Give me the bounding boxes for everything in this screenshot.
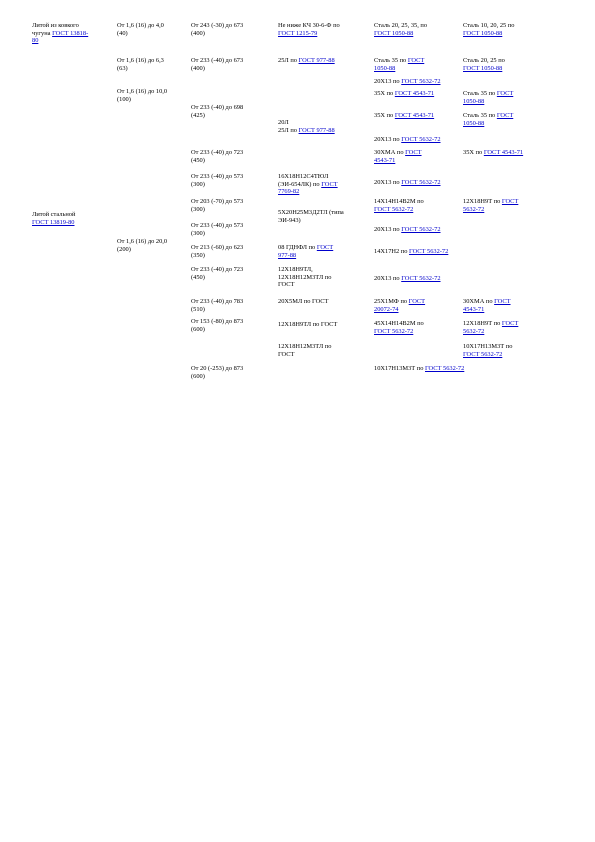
cell-text: (450) — [191, 273, 205, 281]
cell-text: ГОСТ — [278, 350, 295, 358]
gost-link[interactable]: ГОСТ — [408, 298, 426, 305]
cell-text: 12Х18Н9Т по — [463, 198, 502, 205]
table-cell — [191, 22, 243, 37]
cell-text: (300) — [191, 180, 205, 188]
cell-line — [374, 198, 424, 206]
gost-link[interactable]: ГОСТ 1050-88 — [463, 29, 503, 37]
cell-line — [374, 57, 424, 65]
cell-text: Не ниже КЧ 30-6-Ф по — [278, 22, 340, 29]
cell-text: От 233 (-40) до 698 — [191, 104, 244, 111]
table-cell — [278, 343, 331, 358]
gost-link[interactable]: ГОСТ — [496, 90, 514, 97]
gost-link[interactable]: ГОСТ 5632-72 — [401, 275, 441, 282]
gost-link[interactable]: 4543-71 — [463, 305, 485, 313]
table-cell — [374, 198, 424, 213]
cell-text: (350) — [191, 251, 205, 259]
gost-link[interactable]: ГОСТ — [501, 198, 519, 205]
gost-link[interactable]: ГОСТ 977-88 — [298, 57, 335, 64]
cell-line — [117, 246, 167, 254]
cell-text: От 233 (-40) до 783 — [191, 298, 244, 305]
cell-text: 35Х по — [463, 149, 484, 156]
table-cell — [374, 320, 424, 335]
cell-line — [117, 22, 164, 30]
cell-line — [374, 112, 434, 120]
cell-line — [463, 22, 514, 30]
cell-line — [278, 119, 335, 127]
cell-line — [117, 88, 167, 96]
cell-line — [374, 275, 441, 283]
gost-link[interactable]: ГОСТ 977-88 — [298, 126, 335, 134]
cell-line — [278, 321, 337, 329]
gost-link[interactable]: ГОСТ 5632-72 — [409, 248, 449, 255]
cell-line — [191, 365, 243, 373]
table-cell — [374, 248, 448, 256]
gost-link[interactable]: ГОСТ 5632-72 — [374, 327, 414, 335]
gost-link[interactable]: ГОСТ 5632-72 — [401, 78, 441, 85]
gost-link[interactable]: ГОСТ 5632-72 — [374, 205, 414, 213]
cell-line — [191, 206, 243, 214]
cell-line — [463, 306, 511, 314]
cell-text: От 153 (-80) до 873 — [191, 318, 244, 325]
cell-line — [117, 30, 164, 38]
gost-link[interactable]: ГОСТ 5632-72 — [401, 179, 441, 186]
cell-line — [278, 173, 338, 181]
cell-text: (600) — [191, 372, 205, 380]
table-cell — [463, 90, 513, 105]
cell-text: ГОСТ — [278, 281, 295, 289]
cell-text: (100) — [117, 95, 131, 103]
cell-text: 35Х по — [374, 112, 395, 119]
table-cell — [32, 22, 88, 45]
cell-line — [117, 96, 167, 104]
cell-line — [463, 206, 518, 214]
gost-link[interactable]: 1050-88 — [463, 119, 485, 127]
cell-text: 14Х17Н2 по — [374, 248, 410, 255]
cell-line — [374, 30, 427, 38]
cell-line — [278, 351, 331, 359]
gost-link[interactable]: ГОСТ 5632-72 — [463, 350, 503, 358]
cell-text: От 233 (-40) до 723 — [191, 149, 244, 156]
table-cell — [191, 298, 243, 313]
gost-link[interactable]: ГОСТ — [501, 320, 519, 327]
cell-line — [191, 104, 243, 112]
cell-line — [191, 198, 243, 206]
cell-line — [374, 90, 434, 98]
cell-text: (200) — [117, 245, 131, 253]
cell-line — [374, 179, 441, 187]
table-cell — [278, 266, 331, 289]
table-cell — [191, 266, 243, 281]
cell-line — [463, 351, 512, 359]
cell-text: От 243 (-30) до 673 — [191, 22, 244, 29]
gost-link[interactable]: ГОСТ 1050-88 — [374, 29, 414, 37]
cell-text: От 1,6 (16) до 6,3 — [117, 57, 164, 64]
cell-line — [463, 112, 513, 120]
gost-link[interactable]: 5632-72 — [463, 327, 485, 335]
cell-line — [278, 298, 328, 306]
table-cell — [374, 112, 434, 120]
cell-text: ЭИ-943) — [278, 216, 301, 224]
cell-text: От 233 (-40) до 723 — [191, 266, 244, 273]
gost-link[interactable]: ГОСТ 4543-71 — [483, 149, 524, 156]
cell-text: 25Х1МФ по — [374, 298, 409, 305]
cell-line — [191, 326, 243, 334]
cell-text: 5Х20Н25М3Д2ТЛ (типа — [278, 209, 344, 216]
cell-line — [278, 181, 338, 189]
cell-line — [117, 65, 164, 73]
cell-line — [191, 306, 243, 314]
cell-line — [32, 37, 88, 45]
cell-text: Сталь 35 по — [374, 57, 408, 64]
table-cell — [191, 318, 243, 333]
cell-line — [463, 98, 513, 106]
gost-link[interactable]: ГОСТ 5632-72 — [401, 226, 441, 233]
cell-text: От 233 (-40) до 573 — [191, 173, 244, 180]
table-cell — [374, 22, 427, 37]
gost-link[interactable]: ГОСТ 1215-79 — [278, 29, 318, 37]
table-cell — [117, 22, 164, 37]
cell-line — [191, 22, 243, 30]
cell-line — [463, 343, 512, 351]
cell-text: (425) — [191, 111, 205, 119]
cell-line — [278, 274, 331, 282]
gost-link[interactable]: 1050-88 — [374, 64, 396, 72]
cell-text: чугуна — [32, 29, 53, 37]
gost-link[interactable]: ГОСТ — [407, 57, 425, 64]
cell-line — [191, 181, 243, 189]
table-cell — [374, 78, 441, 86]
cell-text: От 233 (-40) до 573 — [191, 222, 244, 229]
cell-line — [191, 274, 243, 282]
cell-line — [191, 149, 243, 157]
cell-text: 45Х14Н14В2М по — [374, 320, 424, 327]
cell-text: От 1,6 (16) до 4,0 — [117, 22, 164, 29]
cell-text: (300) — [191, 205, 205, 213]
cell-text: От 1,6 (16) до 20,0 — [117, 238, 168, 245]
cell-text: 12Х18Н12М3ТЛ по — [278, 273, 332, 281]
cell-line — [32, 22, 88, 30]
cell-line — [278, 30, 340, 38]
cell-line — [374, 65, 424, 73]
cell-line — [278, 209, 344, 217]
gost-link[interactable]: ГОСТ 5632-72 — [401, 136, 441, 143]
cell-line — [463, 298, 511, 306]
cell-text: 30ХМА по — [463, 298, 495, 305]
table-cell — [374, 149, 422, 164]
gost-link[interactable]: ГОСТ — [321, 180, 338, 188]
cell-line — [278, 244, 333, 252]
cell-text: От 213 (-60) до 623 — [191, 244, 244, 251]
cell-line — [374, 149, 422, 157]
cell-line — [374, 328, 424, 336]
gost-link[interactable]: 1050-88 — [463, 97, 485, 105]
cell-text: 35Х по — [374, 90, 395, 97]
cell-text: 20Л — [278, 119, 289, 126]
cell-line — [463, 328, 518, 336]
cell-text: Сталь 20, 25, 35, по — [374, 22, 428, 29]
table-cell — [278, 321, 337, 329]
cell-text: Литой из ковкого — [32, 22, 79, 29]
cell-line — [191, 244, 243, 252]
cell-text: От 203 (-70) до 573 — [191, 198, 244, 205]
table-cell — [463, 22, 514, 37]
cell-line — [191, 157, 243, 165]
gost-link[interactable]: 7769-82 — [278, 188, 300, 196]
gost-link[interactable]: 80 — [32, 37, 39, 45]
cell-line — [191, 173, 243, 181]
cell-line — [463, 320, 518, 328]
cell-line — [278, 281, 331, 289]
cell-line — [463, 198, 518, 206]
cell-text: 10Х17Н13М3Т по — [463, 343, 513, 350]
cell-line — [191, 266, 243, 274]
gost-link[interactable]: 977-88 — [278, 251, 297, 259]
cell-line — [374, 248, 448, 256]
cell-text: (ЭИ-654ЛК) по — [278, 180, 322, 188]
cell-line — [278, 252, 333, 260]
table-cell — [374, 365, 464, 373]
cell-line — [374, 78, 441, 86]
table-cell — [191, 365, 243, 380]
gost-link[interactable]: ГОСТ 4543-71 — [394, 112, 435, 119]
gost-link[interactable]: ГОСТ 13819-80 — [32, 218, 75, 226]
cell-line — [278, 57, 335, 65]
cell-text: 25Л по — [278, 57, 299, 64]
table-cell — [463, 320, 518, 335]
cell-line — [463, 65, 505, 73]
table-cell — [278, 119, 335, 134]
table-cell — [463, 298, 511, 313]
table-cell — [278, 22, 340, 37]
cell-text: 12Х18Н9ТЛ, — [278, 266, 313, 273]
table-cell — [374, 136, 441, 144]
cell-line — [463, 57, 505, 65]
table-cell — [278, 244, 333, 259]
table-cell — [374, 226, 441, 234]
table-cell — [374, 275, 441, 283]
table-cell — [463, 149, 523, 157]
cell-text: От 20 (-253) до 873 — [191, 365, 244, 372]
table-cell — [463, 57, 505, 72]
table-cell — [117, 238, 167, 253]
cell-line — [32, 211, 75, 219]
cell-text: (510) — [191, 305, 205, 313]
cell-line — [191, 230, 243, 238]
cell-line — [278, 343, 331, 351]
table-cell — [278, 209, 344, 224]
cell-text: 25Л по — [278, 126, 299, 134]
cell-text: 12Х18Н9Т по — [463, 320, 502, 327]
cell-line — [278, 217, 344, 225]
table-cell — [374, 298, 425, 313]
table-cell — [32, 211, 75, 226]
cell-text: (40) — [117, 29, 128, 37]
table-cell — [191, 198, 243, 213]
gost-link[interactable]: 20072-74 — [374, 305, 399, 313]
cell-text: Сталь 35 по — [463, 112, 497, 119]
gost-link[interactable]: ГОСТ — [494, 298, 511, 305]
cell-line — [191, 65, 243, 73]
table-cell — [374, 57, 424, 72]
cell-line — [191, 298, 243, 306]
cell-text: 12Х18Н12М3ТЛ по — [278, 343, 332, 350]
gost-link[interactable]: ГОСТ 13818- — [52, 29, 89, 37]
cell-line — [117, 57, 164, 65]
gost-link[interactable]: ГОСТ 5632-72 — [425, 365, 465, 372]
table-cell — [463, 198, 518, 213]
cell-line — [278, 188, 338, 196]
cell-line — [374, 157, 422, 165]
table-cell — [191, 57, 243, 72]
cell-line — [374, 136, 441, 144]
gost-link[interactable]: ГОСТ 4543-71 — [394, 90, 435, 97]
cell-text: 08 ГДНФЛ по — [278, 244, 317, 251]
cell-text: 20Х5МЛ по ГОСТ — [278, 298, 329, 305]
gost-link[interactable]: ГОСТ — [405, 149, 422, 156]
table-cell — [278, 298, 328, 306]
cell-text: (450) — [191, 156, 205, 164]
table-cell — [191, 173, 243, 188]
cell-text: 20Х13 по — [374, 226, 402, 233]
table-cell — [117, 57, 164, 72]
cell-line — [191, 318, 243, 326]
gost-link[interactable]: 5632-72 — [463, 205, 485, 213]
cell-line — [191, 252, 243, 260]
cell-text: (300) — [191, 229, 205, 237]
cell-line — [463, 149, 523, 157]
cell-line — [278, 127, 335, 135]
cell-text: (63) — [117, 64, 128, 72]
cell-text: 20Х13 по — [374, 275, 402, 282]
table-cell — [117, 88, 167, 103]
cell-line — [117, 238, 167, 246]
cell-text: 20Х13 по — [374, 136, 402, 143]
cell-text: Сталь 20, 25 по — [463, 57, 505, 64]
cell-line — [374, 206, 424, 214]
cell-line — [374, 306, 425, 314]
cell-text: Сталь 10, 20, 25 по — [463, 22, 515, 29]
cell-line — [463, 30, 514, 38]
cell-line — [191, 112, 243, 120]
cell-line — [191, 373, 243, 381]
gost-link[interactable]: ГОСТ — [496, 112, 514, 119]
cell-text: 20Х13 по — [374, 179, 402, 186]
cell-text: 30ХМА по — [374, 149, 406, 156]
cell-line — [191, 30, 243, 38]
gost-link[interactable]: 4543-71 — [374, 156, 396, 164]
table-cell — [278, 57, 335, 65]
gost-link[interactable]: ГОСТ 1050-88 — [463, 64, 503, 72]
cell-text: Сталь 35 по — [463, 90, 497, 97]
cell-line — [463, 120, 513, 128]
table-cell — [191, 149, 243, 164]
cell-text: (400) — [191, 29, 205, 37]
table-cell — [191, 222, 243, 237]
table-cell — [463, 112, 513, 127]
cell-line — [191, 57, 243, 65]
cell-text: 20Х13 по — [374, 78, 402, 85]
cell-line — [278, 22, 340, 30]
cell-line — [374, 365, 464, 373]
cell-line — [374, 22, 427, 30]
cell-text: (400) — [191, 64, 205, 72]
table-cell — [463, 343, 512, 358]
cell-line — [374, 226, 441, 234]
table-cell — [374, 90, 434, 98]
cell-line — [374, 298, 425, 306]
cell-line — [32, 30, 88, 38]
table-cell — [374, 179, 441, 187]
cell-line — [374, 320, 424, 328]
cell-text: Литой стальной — [32, 211, 76, 218]
cell-text: От 233 (-40) до 673 — [191, 57, 244, 64]
cell-line — [191, 222, 243, 230]
cell-line — [463, 90, 513, 98]
cell-line — [32, 219, 75, 227]
cell-text: От 1,6 (16) до 10,0 — [117, 88, 168, 95]
table-cell — [278, 173, 338, 196]
table-cell — [191, 244, 243, 259]
cell-text: 14Х14Н14В2М по — [374, 198, 424, 205]
table-cell — [191, 104, 243, 119]
cell-text: (600) — [191, 325, 205, 333]
cell-line — [278, 266, 331, 274]
cell-text: 12Х18Н9ТЛ по ГОСТ — [278, 321, 338, 328]
cell-text: 16Х18Н12С4ТЮЛ — [278, 173, 329, 180]
cell-text: 10Х17Н13М3Т по — [374, 365, 425, 372]
gost-link[interactable]: ГОСТ — [316, 244, 334, 251]
